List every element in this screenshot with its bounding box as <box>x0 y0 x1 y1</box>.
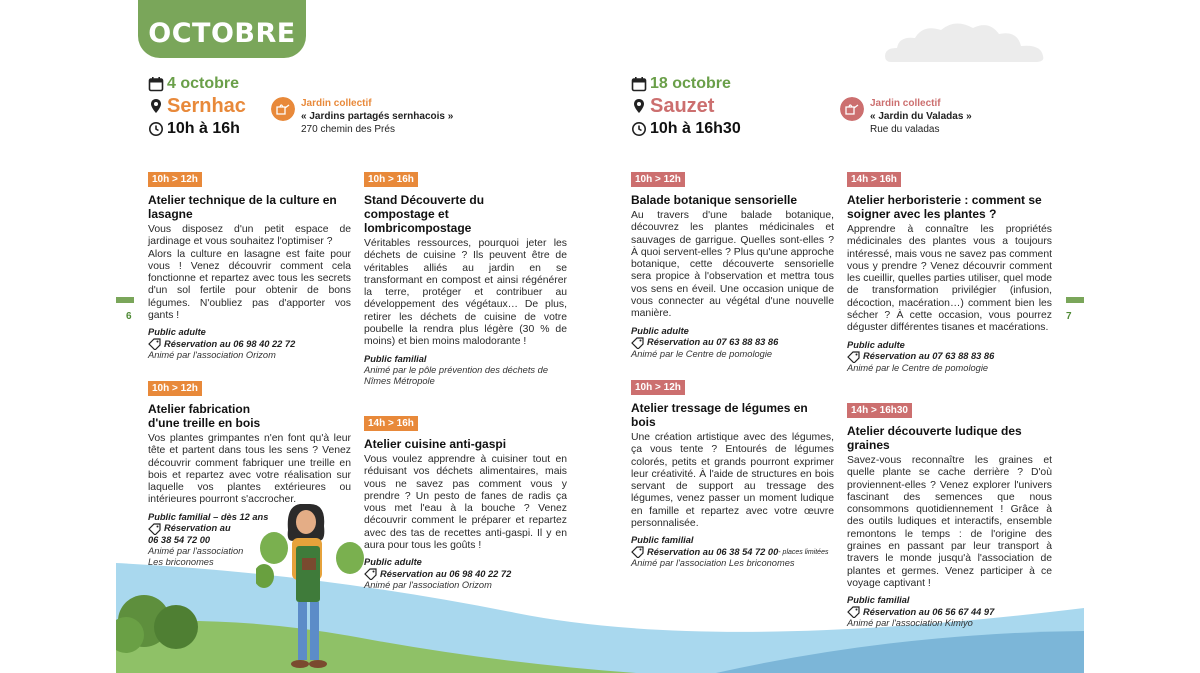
time-badge: 14h > 16h <box>847 172 901 187</box>
location-pin-icon <box>148 98 164 114</box>
watering-can-icon <box>840 97 864 121</box>
reservation: Réservation au 06 98 40 22 72 <box>148 338 351 350</box>
workshop-description-2: Alors la culture en lasagne est faite pour vous ! Venez découvrir comment cela fonctionne et repartez avec tous les secrets d'un sol fertile pour obtenir de bons légumes. N'oubliez pas d'apporter vos gants ! <box>148 248 351 322</box>
clock-icon <box>631 121 647 137</box>
workshop-title: Atelier tressage de légumes en bois <box>631 401 808 429</box>
audience: Public familial – dès 12 ans <box>148 511 269 522</box>
event-place: Sernhac <box>167 94 246 117</box>
ticket-icon <box>148 338 161 350</box>
organizer: Animé par l'association Les briconomes <box>631 558 795 569</box>
reservation: Réservation au 06 56 67 44 97 <box>847 606 1052 618</box>
workshop-card <box>847 172 1052 374</box>
workshop-card <box>364 416 567 591</box>
site-kind: Jardin collectif <box>870 98 941 109</box>
watering-can-icon <box>271 97 295 121</box>
site-name: « Jardin du Valadas » <box>870 111 972 122</box>
workshop-description: Véritables ressources, pourquoi jeter les déchets de cuisine ? Ils peuvent être de véritables alliés au jardin en se transformant en compost et ainsi régénérer la terre, protéger et contribuer au développement des végétaux… De plus, retirer les déchets de cuisine de votre poubelle la rendra plus légère (30 % de moins) et bien moins malodorante ! <box>364 238 567 348</box>
audience: Public familial <box>364 353 427 364</box>
ticket-icon <box>364 568 377 580</box>
time-badge: 10h > 12h <box>631 380 685 395</box>
event-place: Sauzet <box>650 94 715 117</box>
ticket-icon <box>631 337 644 349</box>
workshop-card <box>364 172 567 387</box>
workshop-title: Atelier herboristerie : comment se soigner avec les plantes ? <box>847 193 1042 221</box>
time-badge: 14h > 16h <box>364 416 418 431</box>
event-hours: 10h à 16h30 <box>650 120 741 137</box>
time-badge: 14h > 16h30 <box>847 403 912 418</box>
page-marker-left <box>116 297 134 303</box>
workshop-description: Vous voulez apprendre à cuisiner tout en réduisant vos déchets alimentaires, mais vous ne savez pas comment vous y prendre ? Un pesto de fanes de radis ça vous met l'eau à la bouche ? Venez découvrir comment le préparer et repartez avec des tas de recettes anti-gaspi. Il y en aura pour tous les goûts ! <box>364 454 567 552</box>
reservation: Réservation au 07 63 88 83 86 <box>631 337 834 349</box>
site-sernhac <box>271 97 453 136</box>
reservation-number: 06 38 54 72 00 <box>148 534 211 545</box>
time-badge: 10h > 12h <box>631 172 685 187</box>
ticket-icon <box>847 606 860 618</box>
workshop-card <box>148 172 351 361</box>
month-title: OCTOBRE <box>148 18 296 49</box>
organizer: Animé par le Centre de pomologie <box>631 348 773 359</box>
page-number-right: 7 <box>1066 311 1072 322</box>
event-date: 4 octobre <box>167 75 240 92</box>
organizer: Animé par l'association <box>148 545 244 556</box>
audience: Public familial <box>631 535 694 546</box>
reservation: Réservation au 06 98 40 22 72 <box>364 568 567 580</box>
audience: Public adulte <box>631 325 689 336</box>
month-tab <box>138 0 306 58</box>
ticket-icon <box>847 351 860 363</box>
ticket-icon <box>148 523 161 535</box>
organizer: Animé par le Centre de pomologie <box>847 362 989 373</box>
reservation: Réservation au 06 38 54 72 00 - places limitées <box>631 546 834 558</box>
organizer: Animé par le pôle prévention des déchets de Nîmes Métropole <box>364 364 548 386</box>
audience: Public adulte <box>847 339 905 350</box>
workshop-title: Atelier cuisine anti-gaspi <box>364 437 507 451</box>
organizer-2: Les briconomes <box>148 556 214 567</box>
workshop-description: Une création artistique avec des légumes, ça vous tente ? Entourés de légumes colorés, petits et grands pourront exprimer leur créativité. À l'aide de structures en bois servant de support au tressage des légumes, venez passer un moment ludique en famille et repartez avec votre œuvre personnalisée. <box>631 432 834 530</box>
workshop-description: Vos plantes grimpantes n'en font qu'à leur tête et partent dans tous les sens ? Venez découvrir comment fabriquer une treille en bois et repartez avec votre réalisation sur laquelle vos plantes extérieures ou intérieures pourront s'accrocher. <box>148 433 351 506</box>
site-address: 270 chemin des Prés <box>301 124 395 135</box>
site-kind: Jardin collectif <box>301 98 372 109</box>
workshop-card <box>631 172 834 360</box>
cloud-decoration <box>881 18 1051 64</box>
reservation: Réservation au 07 63 88 83 86 <box>847 351 1052 363</box>
event-date: 18 octobre <box>650 75 731 92</box>
workshop-title: Atelier fabrication d'une treille en bois <box>148 402 261 430</box>
places-note: - places limitées <box>778 548 829 556</box>
workshop-description: Savez-vous reconnaître les graines et quelle plante se cache derrière ? D'où proviennent-elles ? Venez explorer l'univers fascinant des semences que nous consommons quotidiennement ! Grâce à des outils ludiques et interactifs, ensemble remontons le temps : de l'origine des graines en passant par leur transport à travers le monde jusqu'à l'association de plantes et germes. Venez participer à ce voyage captivant ! <box>847 455 1052 589</box>
workshop-title: Atelier découverte ludique des graines <box>847 424 1022 452</box>
location-pin-icon <box>631 98 647 114</box>
clock-icon <box>148 121 164 137</box>
page-marker-right <box>1066 297 1084 303</box>
event-header-sernhac <box>148 74 246 140</box>
audience: Public familial <box>847 595 910 606</box>
brochure-spread <box>116 0 1084 673</box>
event-hours: 10h à 16h <box>167 120 240 137</box>
workshop-title: Stand Découverte du compostage et lombricompostage <box>364 193 485 235</box>
event-header-sauzet <box>631 74 741 140</box>
time-badge: 10h > 12h <box>148 172 202 187</box>
workshop-description: Vous disposez d'un petit espace de jardinage et vous souhaitez l'optimiser ? <box>148 224 351 248</box>
audience: Public adulte <box>364 557 422 568</box>
reservation: Réservation au <box>148 523 351 535</box>
workshop-description: Apprendre à connaître les propriétés médicinales des plantes vous a toujours intéressé, mais vous ne savez pas comment vous y prendre ? Venez découvrir comment les cueillir, quelles parties utiliser, quel mode de transformation privilégier (infusion, décoction, macération…) comment bien les sécher ? À cette occasion, vous pourrez déguster différentes tisanes et macérations. <box>847 224 1052 334</box>
site-sauzet <box>840 97 972 136</box>
organizer: Animé par l'association Kimiyo <box>847 618 973 629</box>
calendar-icon <box>148 76 164 92</box>
workshop-card <box>148 381 351 568</box>
workshop-description: Au travers d'une balade botanique, découvrez les plantes médicinales et sauvages de garrigue. Quelles sont-elles ? À quoi servent-elles ? Plus qu'une approche botanique, cette découverte sensorielle sera propice à l'observation et mettra tous vos sens en éveil. Une occasion unique de vous connecter au végétal d'une nouvelle manière. <box>631 210 834 320</box>
workshop-title: Atelier technique de la culture en lasagne <box>148 193 337 221</box>
workshop-card <box>847 403 1052 629</box>
page-number-left: 6 <box>126 311 132 322</box>
organizer: Animé par l'association Orizom <box>148 350 276 361</box>
calendar-icon <box>631 76 647 92</box>
site-address: Rue du valadas <box>870 124 940 135</box>
workshop-title: Balade botanique sensorielle <box>631 193 798 207</box>
site-name: « Jardins partagés sernhacois » <box>301 111 454 122</box>
time-badge: 10h > 16h <box>364 172 418 187</box>
workshop-card <box>631 380 834 569</box>
organizer: Animé par l'association Orizom <box>364 580 492 591</box>
audience: Public adulte <box>148 327 206 338</box>
time-badge: 10h > 12h <box>148 381 202 396</box>
ticket-icon <box>631 546 644 558</box>
